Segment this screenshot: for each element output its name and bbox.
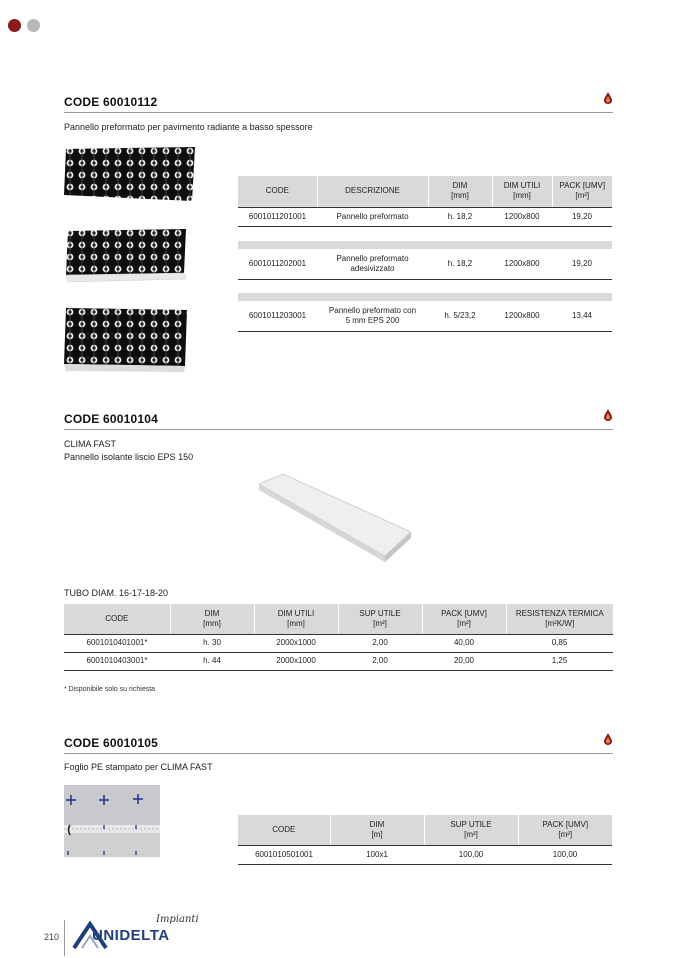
table-spacer	[238, 279, 612, 293]
col-header-dim-utili: DIM UTILI [mm]	[254, 604, 338, 634]
cell-resistenza: 0,85	[506, 634, 613, 652]
cell-dim-utili: 2000x1000	[254, 652, 338, 670]
cell-pack: 19,20	[552, 249, 612, 279]
preformed-panel-image-2	[64, 227, 188, 285]
col-header-code: CODE	[238, 815, 330, 845]
drop-icon	[603, 409, 613, 421]
cell-pack: 19,20	[552, 207, 612, 226]
cell-sup-utile: 100,00	[424, 845, 518, 864]
drop-icon	[603, 92, 613, 104]
table-row	[64, 652, 613, 670]
section-2-rule	[64, 429, 613, 430]
footer-divider	[64, 920, 65, 956]
brand-tagline: Impianti	[156, 914, 199, 925]
pe-sheet-image	[64, 785, 160, 857]
cell-dim: 100x1	[330, 845, 424, 864]
cell-code: 6001010401001*	[64, 634, 170, 652]
cell-pack: 100,00	[518, 845, 612, 864]
section-1-description: Pannello preformato per pavimento radiante a basso spessore	[64, 122, 313, 132]
table-separator	[238, 241, 612, 249]
section-1-table	[238, 176, 612, 332]
cell-sup-utile: 2,00	[338, 634, 422, 652]
section-2-subtitle: CLIMA FAST	[64, 439, 117, 449]
cell-dim-utili: 2000x1000	[254, 634, 338, 652]
col-header-pack: PACK [UMV] [m²]	[552, 176, 612, 207]
cell-pack: 20,00	[422, 652, 506, 670]
section-3-description: Foglio PE stampato per CLIMA FAST	[64, 762, 213, 772]
cell-dim-utili: 1200x800	[492, 249, 552, 279]
cell-sup-utile: 2,00	[338, 652, 422, 670]
drop-icon	[603, 733, 613, 745]
col-header-description: DESCRIZIONE	[317, 176, 428, 207]
col-header-dim: DIM [mm]	[170, 604, 254, 634]
section-2-description: Pannello isolante liscio EPS 150	[64, 452, 194, 462]
col-header-resistenza: RESISTENZA TERMICA [m²K/W]	[506, 604, 613, 634]
table-row	[238, 845, 612, 864]
cell-dim: h. 18,2	[428, 207, 492, 226]
table-separator	[238, 293, 612, 301]
eps-board-image	[255, 470, 415, 566]
section-3-rule	[64, 753, 613, 754]
table-spacer	[238, 226, 612, 241]
cell-dim: h. 30	[170, 634, 254, 652]
cell-code: 6001010501001	[238, 845, 330, 864]
preformed-panel-image-1	[64, 145, 197, 203]
preformed-panel-image-3	[64, 306, 189, 374]
cell-description: Pannello preformato con 5 mm EPS 200	[317, 301, 428, 331]
table-row	[64, 634, 613, 652]
cell-pack: 40,00	[422, 634, 506, 652]
col-header-code: CODE	[238, 176, 317, 207]
section-2-table-title: TUBO DIAM. 16-17-18-20	[64, 588, 169, 598]
col-header-pack: PACK [UMV] [m²]	[422, 604, 506, 634]
table-row	[238, 301, 612, 331]
section-2-code: CODE 60010104	[64, 412, 158, 426]
brand-name: UNIDELTA	[92, 927, 170, 944]
cell-description: Pannello preformato	[317, 207, 428, 226]
cell-code: 6001011201001	[238, 207, 317, 226]
col-header-pack: PACK [UMV] [m²]	[518, 815, 612, 845]
cell-dim-utili: 1200x800	[492, 207, 552, 226]
cell-resistenza: 1,25	[506, 652, 613, 670]
cell-description: Pannello preformato adesivizzato	[317, 249, 428, 279]
table-row	[238, 207, 612, 226]
brand-dot-red	[8, 19, 21, 32]
cell-pack: 13,44	[552, 301, 612, 331]
table-row	[238, 249, 612, 279]
cell-code: 6001010403001*	[64, 652, 170, 670]
cell-code: 6001011203001	[238, 301, 317, 331]
col-header-dim-utili: DIM UTILI [mm]	[492, 176, 552, 207]
col-header-code: CODE	[64, 604, 170, 634]
page-number: 210	[44, 932, 60, 942]
cell-dim-utili: 1200x800	[492, 301, 552, 331]
section-2-footnote: * Disponibile solo su richiesta	[64, 686, 156, 693]
brand-logo	[72, 914, 222, 954]
cell-dim: h. 18,2	[428, 249, 492, 279]
col-header-dim: DIM [m]	[330, 815, 424, 845]
cell-dim: h. 5/23,2	[428, 301, 492, 331]
section-2-table	[64, 604, 613, 671]
section-1-code: CODE 60010112	[64, 95, 158, 109]
col-header-sup-utile: SUP UTILE [m²]	[338, 604, 422, 634]
cell-code: 6001011202001	[238, 249, 317, 279]
col-header-sup-utile: SUP UTILE [m²]	[424, 815, 518, 845]
col-header-dim: DIM [mm]	[428, 176, 492, 207]
section-3-table	[238, 815, 612, 865]
brand-dot-grey	[27, 19, 40, 32]
section-1-rule	[64, 112, 613, 113]
section-3-code: CODE 60010105	[64, 736, 158, 750]
cell-dim: h. 44	[170, 652, 254, 670]
